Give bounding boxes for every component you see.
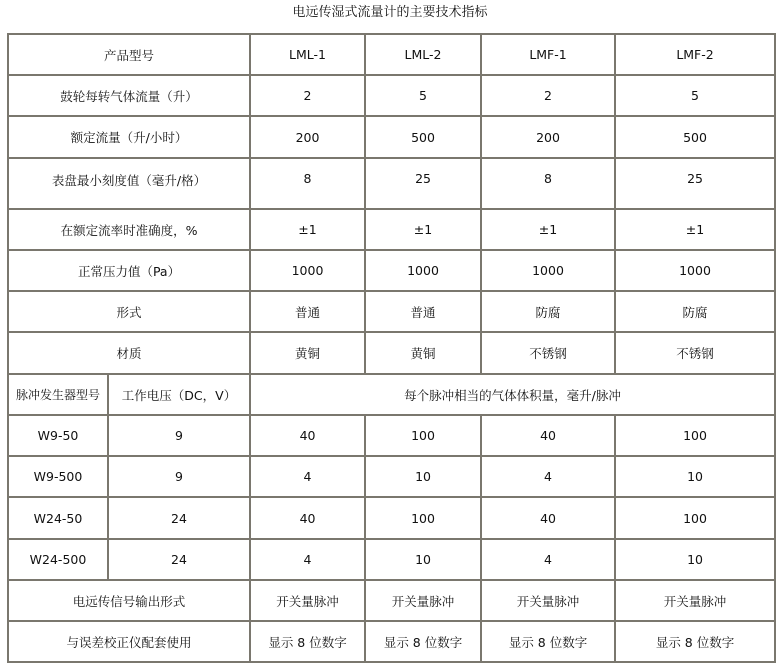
cell: ±1 <box>365 209 481 250</box>
cell: 黄铜 <box>250 332 365 374</box>
voltage: 9 <box>108 415 250 456</box>
generator-model: W9-500 <box>8 456 108 497</box>
cell: 10 <box>615 539 775 580</box>
cell: 普通 <box>365 291 481 332</box>
cell: 10 <box>615 456 775 497</box>
table-row <box>8 209 775 250</box>
cell: 100 <box>615 497 775 539</box>
cell: 开关量脉冲 <box>250 580 365 621</box>
cell: 2 <box>481 75 615 116</box>
pulse-row <box>8 415 775 456</box>
pulse-row <box>8 539 775 580</box>
pulse-row <box>8 456 775 497</box>
model-cell: LMF-2 <box>615 34 775 75</box>
table-row <box>8 332 775 374</box>
cell: 开关量脉冲 <box>365 580 481 621</box>
working-voltage-header: 工作电压（DC，V） <box>108 374 250 415</box>
row-label: 电远传信号输出形式 <box>8 580 250 621</box>
cell: 4 <box>250 539 365 580</box>
model-cell: LMF-1 <box>481 34 615 75</box>
cell: 黄铜 <box>365 332 481 374</box>
cell: 100 <box>615 415 775 456</box>
cell: 25 <box>365 158 481 209</box>
cell: 1000 <box>250 250 365 291</box>
cell: 5 <box>365 75 481 116</box>
row-label: 额定流量（升/小时） <box>8 116 250 158</box>
cell: 40 <box>250 415 365 456</box>
cell: 显示 8 位数字 <box>615 621 775 662</box>
table-title: 电远传湿式流量计的主要技术指标 <box>292 5 488 20</box>
table-row <box>8 158 775 209</box>
cell: 显示 8 位数字 <box>481 621 615 662</box>
cell: 200 <box>481 116 615 158</box>
cell: 100 <box>365 415 481 456</box>
cell: 200 <box>250 116 365 158</box>
cell: 显示 8 位数字 <box>365 621 481 662</box>
cell: 4 <box>481 456 615 497</box>
table-row <box>8 250 775 291</box>
row-label: 正常压力值（Pa） <box>8 250 250 291</box>
table-row <box>8 75 775 116</box>
cell: 1000 <box>481 250 615 291</box>
table-row-models <box>8 34 775 75</box>
volume-per-pulse-header: 每个脉冲相当的气体体积量，毫升/脉冲 <box>250 374 775 415</box>
cell: 500 <box>365 116 481 158</box>
table-row <box>8 580 775 621</box>
row-label: 与误差校正仪配套使用 <box>8 621 250 662</box>
spec-table <box>7 33 776 663</box>
voltage: 24 <box>108 539 250 580</box>
pulse-row <box>8 497 775 539</box>
cell: 10 <box>365 539 481 580</box>
cell: 500 <box>615 116 775 158</box>
cell: 1000 <box>365 250 481 291</box>
cell: 4 <box>250 456 365 497</box>
row-label: 表盘最小刻度值（毫升/格） <box>8 158 250 209</box>
cell: 100 <box>365 497 481 539</box>
cell: 开关量脉冲 <box>481 580 615 621</box>
cell: 5 <box>615 75 775 116</box>
table-row <box>8 116 775 158</box>
cell: 不锈钢 <box>481 332 615 374</box>
table-row <box>8 621 775 662</box>
cell: 开关量脉冲 <box>615 580 775 621</box>
cell: ±1 <box>615 209 775 250</box>
models-header: 产品型号 <box>8 34 250 75</box>
generator-model: W9-50 <box>8 415 108 456</box>
generator-model: W24-500 <box>8 539 108 580</box>
generator-model-header: 脉冲发生器型号 <box>8 374 108 415</box>
cell: 10 <box>365 456 481 497</box>
cell: 40 <box>250 497 365 539</box>
cell: 40 <box>481 415 615 456</box>
model-cell: LML-1 <box>250 34 365 75</box>
row-label: 鼓轮每转气体流量（升） <box>8 75 250 116</box>
cell: 4 <box>481 539 615 580</box>
table-row <box>8 291 775 332</box>
cell: 2 <box>250 75 365 116</box>
pulse-header-row <box>8 374 775 415</box>
cell: 40 <box>481 497 615 539</box>
cell: ±1 <box>250 209 365 250</box>
model-cell: LML-2 <box>365 34 481 75</box>
cell: 防腐 <box>615 291 775 332</box>
voltage: 9 <box>108 456 250 497</box>
cell: 普通 <box>250 291 365 332</box>
cell: 8 <box>250 158 365 209</box>
cell: 25 <box>615 158 775 209</box>
row-label: 在额定流率时准确度，% <box>8 209 250 250</box>
cell: 防腐 <box>481 291 615 332</box>
cell: 8 <box>481 158 615 209</box>
voltage: 24 <box>108 497 250 539</box>
row-label: 材质 <box>8 332 250 374</box>
row-label: 形式 <box>8 291 250 332</box>
cell: 不锈钢 <box>615 332 775 374</box>
generator-model: W24-50 <box>8 497 108 539</box>
cell: 1000 <box>615 250 775 291</box>
cell: ±1 <box>481 209 615 250</box>
cell: 显示 8 位数字 <box>250 621 365 662</box>
